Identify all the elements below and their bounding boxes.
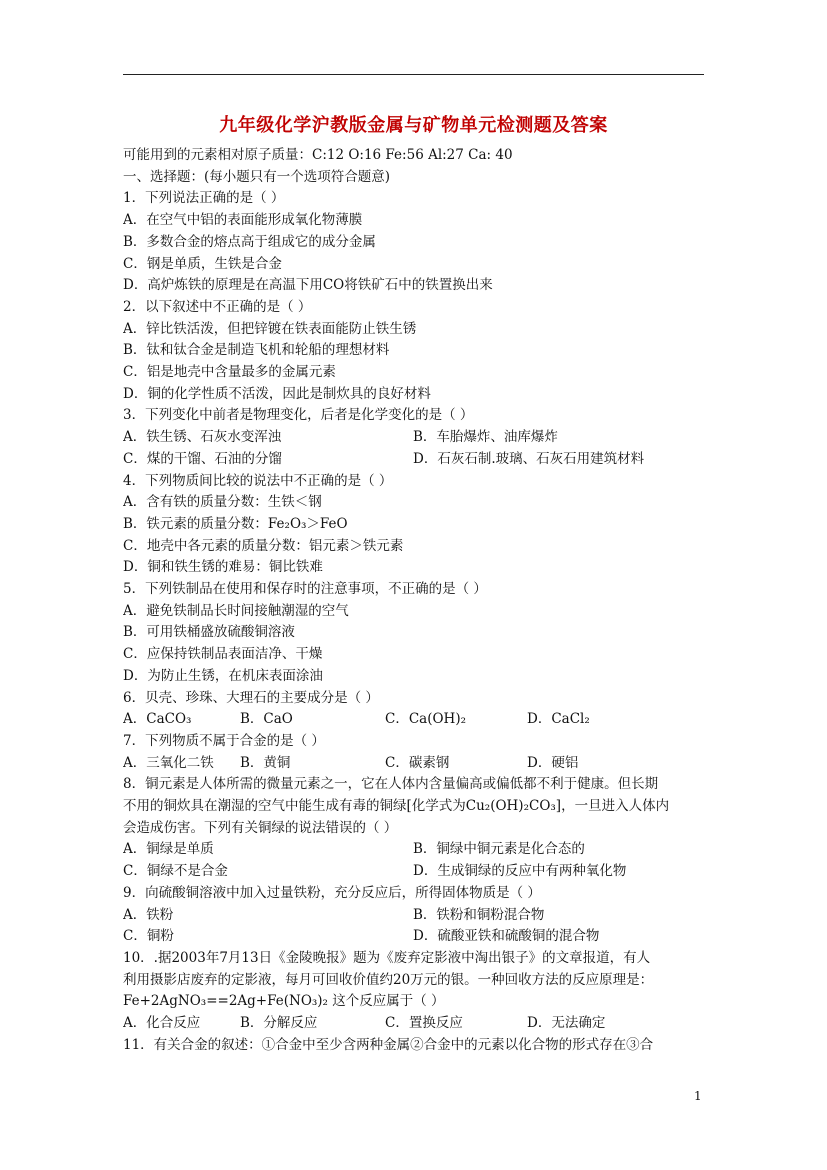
- option-text: D．CaCl₂: [527, 711, 590, 728]
- line-text: C．地壳中各元素的质量分数：铝元素＞铁元素: [123, 537, 404, 554]
- line-text: Fe+2AgNO₃==2Ag+Fe(NO₃)₂ 这个反应属于（ ）: [123, 993, 445, 1010]
- text-line: [123, 731, 708, 753]
- text-line: [123, 340, 708, 362]
- line-text: B．多数合金的熔点高于组成它的成分金属: [123, 233, 376, 250]
- text-line: [123, 254, 708, 276]
- text-line: [123, 297, 708, 319]
- option-text: C．Ca(OH)₂: [385, 711, 466, 728]
- text-line: [123, 449, 708, 471]
- page-number: 1: [694, 1089, 702, 1103]
- line-text: C．应保持铁制品表面洁净、干燥: [123, 646, 323, 663]
- text-line: [123, 883, 708, 905]
- line-text: D．铜和铁生锈的难易：铜比铁难: [123, 559, 323, 576]
- option-text: D．石灰石制.玻璃、石灰石用建筑材料: [413, 450, 645, 467]
- text-line: [123, 427, 708, 449]
- text-line: [123, 753, 708, 775]
- line-text: D．铜的化学性质不活泼，因此是制炊具的良好材料: [123, 385, 431, 402]
- line-text: C．铜绿不是合金: [123, 863, 228, 880]
- line-text: A．化合反应: [123, 1015, 201, 1031]
- text-line: [123, 709, 708, 731]
- text-line: [123, 471, 708, 493]
- header-rule: [123, 74, 704, 75]
- line-text: B．可用铁桶盛放硫酸铜溶液: [123, 624, 295, 641]
- text-line: [123, 970, 708, 992]
- text-line: [123, 861, 708, 883]
- text-line: [123, 362, 708, 384]
- line-text: A．含有铁的质量分数：生铁＜钢: [123, 494, 322, 511]
- option-text: B．CaO: [240, 711, 293, 728]
- text-line: [123, 319, 708, 341]
- text-line: [123, 536, 708, 558]
- line-text: A．CaCO₃: [123, 711, 192, 728]
- text-line: [123, 948, 708, 970]
- line-text: 7．下列物质不属于合金的是（ ）: [123, 732, 325, 749]
- text-line: [123, 232, 708, 254]
- document-title: 九年级化学沪教版金属与矿物单元检测题及答案: [219, 115, 608, 136]
- option-text: B．铜绿中铜元素是化合态的: [413, 841, 585, 858]
- option-text: D．无法确定: [527, 1015, 606, 1031]
- line-text: A．铁生锈、石灰水变浑浊: [123, 429, 282, 446]
- line-text: 2．以下叙述中不正确的是（ ）: [123, 298, 312, 315]
- line-text: D．为防止生锈，在机床表面涂油: [123, 667, 323, 684]
- line-text: 1．下列说法正确的是（ ）: [123, 190, 285, 207]
- text-line: [123, 839, 708, 861]
- text-line: [123, 167, 708, 189]
- line-text: 一、选择题：(每小题只有一个选项符合题意): [123, 168, 391, 185]
- line-text: 5．下列铁制品在使用和保存时的注意事项，不正确的是（ ）: [123, 581, 487, 597]
- text-line: [123, 905, 708, 927]
- line-text: D．高炉炼铁的原理是在高温下用CO将铁矿石中的铁置换出来: [123, 277, 493, 294]
- text-line: [123, 622, 708, 644]
- line-text: 8．铜元素是人体所需的微量元素之一，它在人体内含量偏高或偏低都不利于健康。但长期: [123, 776, 659, 793]
- option-text: C．碳素钢: [385, 754, 450, 771]
- text-line: [123, 492, 708, 514]
- line-text: A．在空气中铝的表面能形成氧化物薄膜: [123, 212, 363, 229]
- line-text: A．铁粉: [123, 906, 174, 923]
- line-text: 9．向硫酸铜溶液中加入过量铁粉，充分反应后，所得固体物质是（ ）: [123, 884, 541, 901]
- text-line: [123, 688, 708, 710]
- text-line: [123, 405, 708, 427]
- text-line: [123, 796, 708, 818]
- text-line: [123, 384, 708, 406]
- line-text: 6．贝壳、珍珠、大理石的主要成分是（ ）: [123, 689, 379, 706]
- option-text: D．生成铜绿的反应中有两种氧化物: [413, 863, 627, 880]
- line-text: 4．下列物质间比较的说法中不正确的是（ ）: [123, 472, 393, 489]
- line-text: C．铝是地壳中含量最多的金属元素: [123, 364, 336, 380]
- text-line: [123, 601, 708, 623]
- option-text: B．铁粉和铜粉混合物: [413, 906, 545, 923]
- line-text: B．钛和钛合金是制造飞机和轮船的理想材料: [123, 342, 390, 359]
- option-text: B．车胎爆炸、油库爆炸: [413, 429, 558, 446]
- line-text: 不用的铜炊具在潮湿的空气中能生成有毒的铜绿[化学式为Cu₂(OH)₂CO₃]，一旦进入人体内: [123, 798, 670, 814]
- line-text: A．三氧化二铁: [123, 754, 214, 771]
- text-line: [123, 557, 708, 579]
- text-line: [123, 774, 708, 796]
- line-text: 会造成伤害。下列有关铜绿的说法错误的（ ）: [123, 819, 398, 836]
- option-text: D．硫酸亚铁和硫酸铜的混合物: [413, 928, 600, 945]
- text-line: [123, 188, 708, 210]
- line-text: 3．下列变化中前者是物理变化，后者是化学变化的是（ ）: [123, 407, 474, 424]
- line-text: 10．.据2003年7月13日《金陵晚报》题为《废弃定影液中淘出银子》的文章报道，有人: [123, 949, 651, 966]
- text-line: [123, 1035, 708, 1057]
- text-line: [123, 275, 708, 297]
- text-line: [123, 926, 708, 948]
- line-text: C．铜粉: [123, 928, 174, 945]
- option-text: B．黄铜: [240, 754, 291, 771]
- line-text: C．钢是单质，生铁是合金: [123, 255, 282, 272]
- text-line: [123, 991, 708, 1013]
- text-line: [123, 1013, 708, 1035]
- text-line: [123, 666, 708, 688]
- option-text: B．分解反应: [240, 1015, 318, 1031]
- line-text: 11．有关合金的叙述：①合金中至少含两种金属②合金中的元素以化合物的形式存在③合: [123, 1036, 654, 1053]
- text-line: [123, 210, 708, 232]
- option-text: C．置换反应: [385, 1015, 463, 1031]
- text-line: [123, 145, 708, 167]
- text-line: [123, 579, 708, 601]
- text-line: [123, 644, 708, 666]
- line-text: 利用摄影店废弃的定影液，每月可回收价值约20万元的银。一种回收方法的反应原理是：: [123, 971, 654, 988]
- line-text: C．煤的干馏、石油的分馏: [123, 450, 282, 467]
- line-text: A．锌比铁活泼，但把锌镀在铁表面能防止铁生锈: [123, 320, 417, 337]
- option-text: D．硬铝: [527, 754, 579, 771]
- text-line: [123, 514, 708, 536]
- line-text: A．铜绿是单质: [123, 841, 214, 858]
- line-text: B．铁元素的质量分数：Fe₂O₃＞FeO: [123, 515, 348, 532]
- line-text: A．避免铁制品长时间接触潮湿的空气: [123, 602, 349, 619]
- line-text: 可能用到的元素相对原子质量：C:12 O:16 Fe:56 Al:27 Ca: 40: [123, 147, 513, 163]
- text-line: [123, 818, 708, 840]
